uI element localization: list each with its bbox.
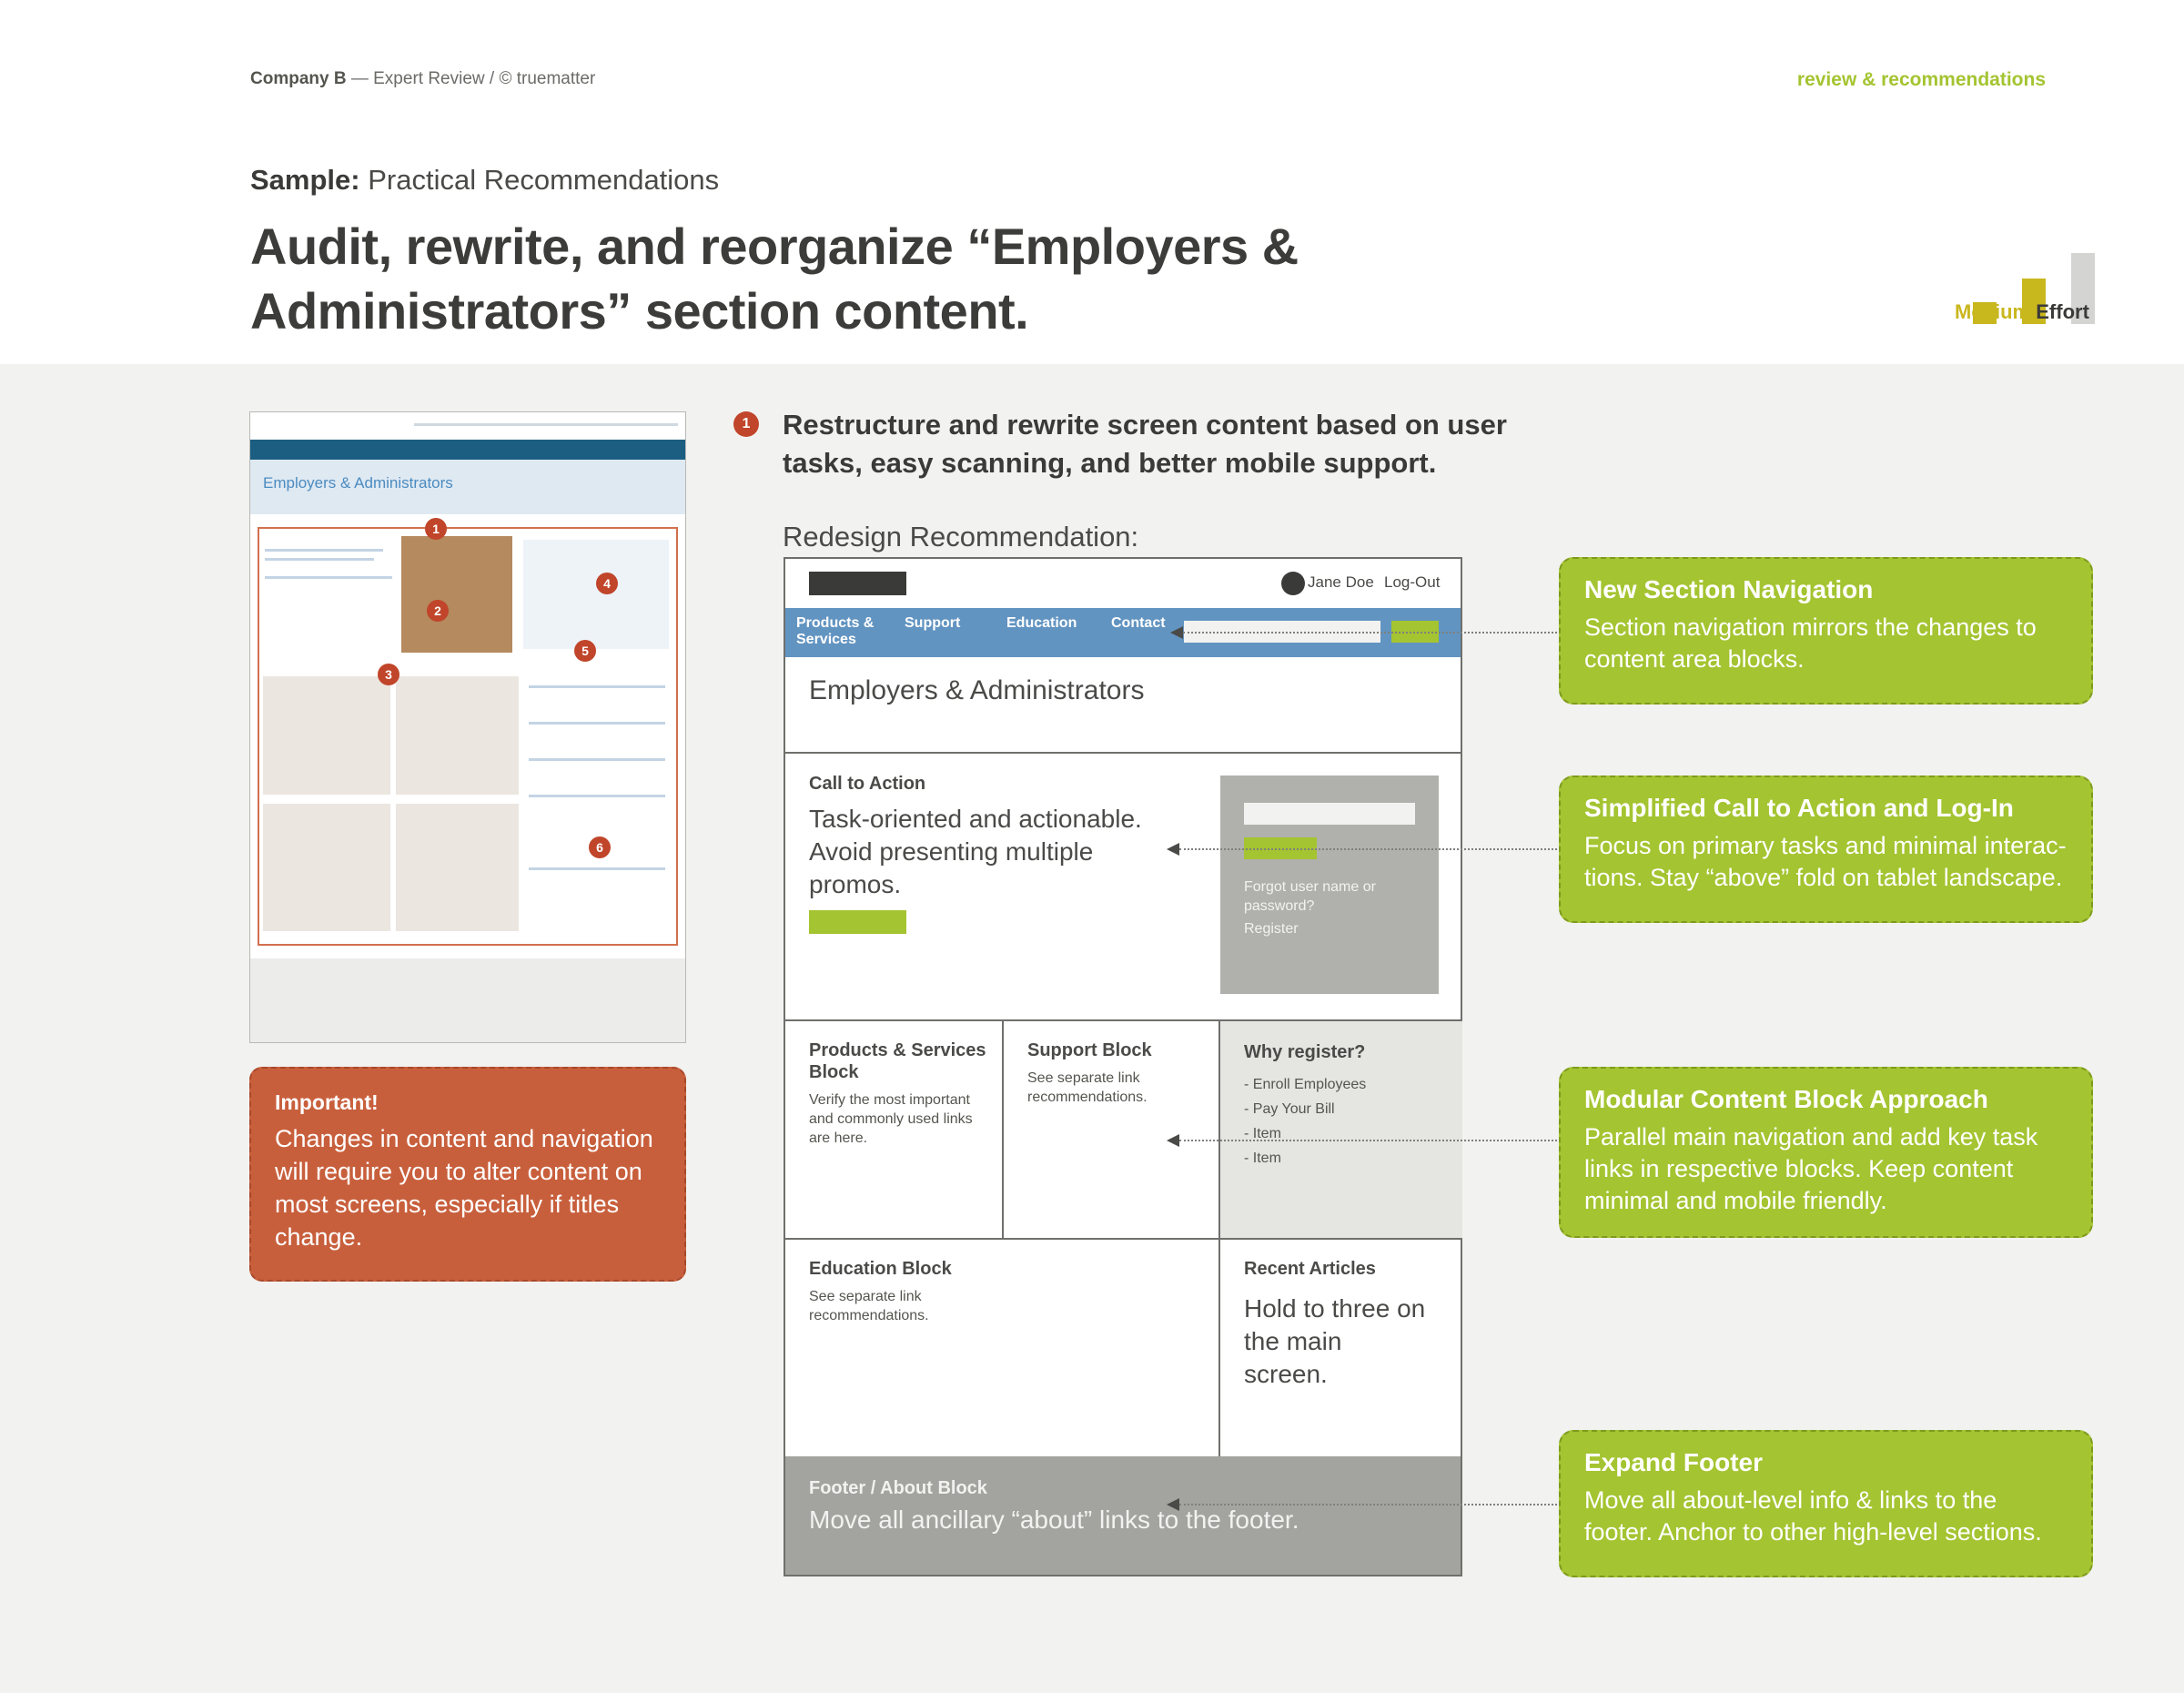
- thumb-marker: 2: [427, 600, 449, 622]
- thumb-marker: 6: [589, 836, 611, 858]
- step-text: Restructure and rewrite screen content based on user tasks, easy scanning, and better mobile support.: [783, 409, 1507, 479]
- important-note: [249, 1067, 686, 1282]
- section-label: review & recommendations: [1796, 69, 2046, 90]
- wf-education-heading: Education Block: [809, 1259, 952, 1279]
- connector-line: [1179, 1504, 1561, 1505]
- wf-cta-heading: Call to Action: [809, 774, 926, 794]
- callout-title: Simplified Call to Action and Log-In: [1584, 794, 2014, 822]
- thumb-marker: 1: [425, 518, 447, 540]
- callout-modular-blocks: [1559, 1067, 2093, 1238]
- thumb-text-line: [265, 576, 392, 579]
- thumb-marker: 5: [574, 640, 596, 662]
- thumb-text-line: [529, 795, 665, 797]
- thumb-text-line: [265, 558, 374, 561]
- thumb-marker: 4: [596, 573, 618, 594]
- thumb-text-line: [529, 722, 665, 725]
- thumb-footer: [250, 958, 685, 1043]
- wf-recent-heading: Recent Articles: [1244, 1259, 1376, 1279]
- callout-section-navigation: [1559, 557, 2093, 705]
- wf-footer-text: Move all ancillary “about” links to the footer.: [809, 1505, 1299, 1534]
- wf-cta-text: Task-oriented and actionable. Avoid presenting multiple promos.: [809, 805, 1142, 898]
- wf-register-link: Register: [1244, 921, 1299, 937]
- doc-header: Company B — Expert Review / © truematter: [250, 69, 596, 88]
- wf-products-heading: Products & Services Block: [809, 1040, 986, 1082]
- wf-nav-item: Education: [1006, 615, 1077, 631]
- thumb-utility-links: [414, 423, 678, 426]
- callout-title: New Section Navigation: [1584, 575, 1874, 603]
- wf-login-box: [1220, 776, 1439, 994]
- wf-page-title: Employers & Administrators: [809, 675, 1145, 705]
- wf-divider: [1002, 1019, 1004, 1238]
- wf-login-field: [1244, 803, 1415, 825]
- wf-why-heading: Why register?: [1244, 1042, 1366, 1062]
- thumb-box: [396, 676, 519, 795]
- thumb-nav-bar: [250, 440, 685, 460]
- important-title: Important!: [275, 1090, 379, 1114]
- thumb-text-line: [529, 685, 665, 688]
- redesign-wireframe: [784, 557, 1462, 1576]
- wf-why-item: - Enroll Employees: [1244, 1077, 1367, 1092]
- wf-support-text: See separate link recommendations.: [1027, 1070, 1148, 1105]
- wf-user-name: Jane Doe: [1308, 573, 1374, 591]
- thumb-photo: [401, 536, 512, 653]
- thumb-heading: Employers & Administrators: [263, 474, 453, 492]
- sample-label: Sample: Practical Recommendations: [250, 164, 720, 196]
- thumb-marker: 3: [378, 664, 399, 685]
- thumb-text-line: [529, 867, 665, 870]
- wf-forgot-link: Forgot user name or password?: [1244, 879, 1376, 914]
- step-number-badge: 1: [733, 411, 759, 437]
- wf-support-heading: Support Block: [1027, 1040, 1152, 1060]
- thumb-box: [263, 676, 390, 795]
- thumb-box: [263, 804, 390, 931]
- wf-education-text: See separate link recommendations.: [809, 1289, 929, 1323]
- wf-logo: [809, 572, 906, 595]
- wf-nav-item: Products & Services: [796, 615, 875, 647]
- callout-title: Expand Footer: [1584, 1448, 1764, 1476]
- arrow-left-icon: [1167, 843, 1179, 856]
- thumb-text-line: [529, 758, 665, 761]
- wf-why-list: [1244, 1072, 1366, 1171]
- wf-cta-button: [809, 910, 906, 934]
- wf-nav-item: Contact: [1111, 615, 1166, 631]
- wf-footer-block: [785, 1456, 1461, 1575]
- effort-label: Medium Effort: [1955, 300, 2089, 323]
- connector-line: [1183, 632, 1561, 634]
- wf-logout-link: Log-Out: [1384, 573, 1441, 591]
- important-text: Changes in content and navigation will require you to alter content on most screens, especially if titles change.: [275, 1125, 653, 1251]
- callout-expand-footer: [1559, 1430, 2093, 1577]
- redesign-label: Redesign Recommendation:: [783, 521, 1139, 553]
- wf-products-text: Verify the most important and commonly used links are here.: [809, 1092, 973, 1146]
- arrow-left-icon: [1167, 1134, 1179, 1147]
- thumb-box: [396, 804, 519, 931]
- wf-avatar-icon: [1281, 572, 1305, 595]
- wf-why-item: - Item: [1244, 1151, 1281, 1166]
- callout-title: Modular Content Block Approach: [1584, 1085, 1988, 1113]
- callout-text: Parallel main navigation and add key task links in respective blocks. Keep content minimal and mobile friendly.: [1584, 1123, 2038, 1214]
- arrow-left-icon: [1167, 1498, 1179, 1511]
- wf-why-register-block: [1220, 1021, 1462, 1238]
- current-page-thumbnail: [249, 411, 686, 1043]
- wf-why-item: - Item: [1244, 1126, 1281, 1141]
- header-area: [0, 0, 2184, 364]
- wf-nav-item: Support: [905, 615, 961, 631]
- callout-text: Move all about-level info & links to the footer. Anchor to other high-level sections.: [1584, 1486, 2042, 1546]
- wf-why-item: - Pay Your Bill: [1244, 1101, 1335, 1117]
- thumb-text-line: [265, 549, 383, 552]
- thumb-chart-box: [523, 540, 669, 649]
- connector-line: [1179, 1140, 1561, 1141]
- wf-footer-heading: Footer / About Block: [809, 1478, 987, 1498]
- callout-text: Focus on primary tasks and minimal interac-tions. Stay “above” fold on tablet landscape.: [1584, 832, 2067, 891]
- callout-call-to-action: [1559, 776, 2093, 923]
- callout-text: Section navigation mirrors the changes to content area blocks.: [1584, 613, 2037, 673]
- page-title: Audit, rewrite, and reorganize “Employers & Administrators” section content.: [250, 218, 1299, 340]
- wf-divider: [785, 752, 1461, 754]
- connector-line: [1179, 848, 1561, 850]
- wf-divider: [785, 1238, 1461, 1240]
- arrow-left-icon: [1170, 626, 1183, 639]
- wf-recent-text: Hold to three on the main screen.: [1244, 1294, 1426, 1388]
